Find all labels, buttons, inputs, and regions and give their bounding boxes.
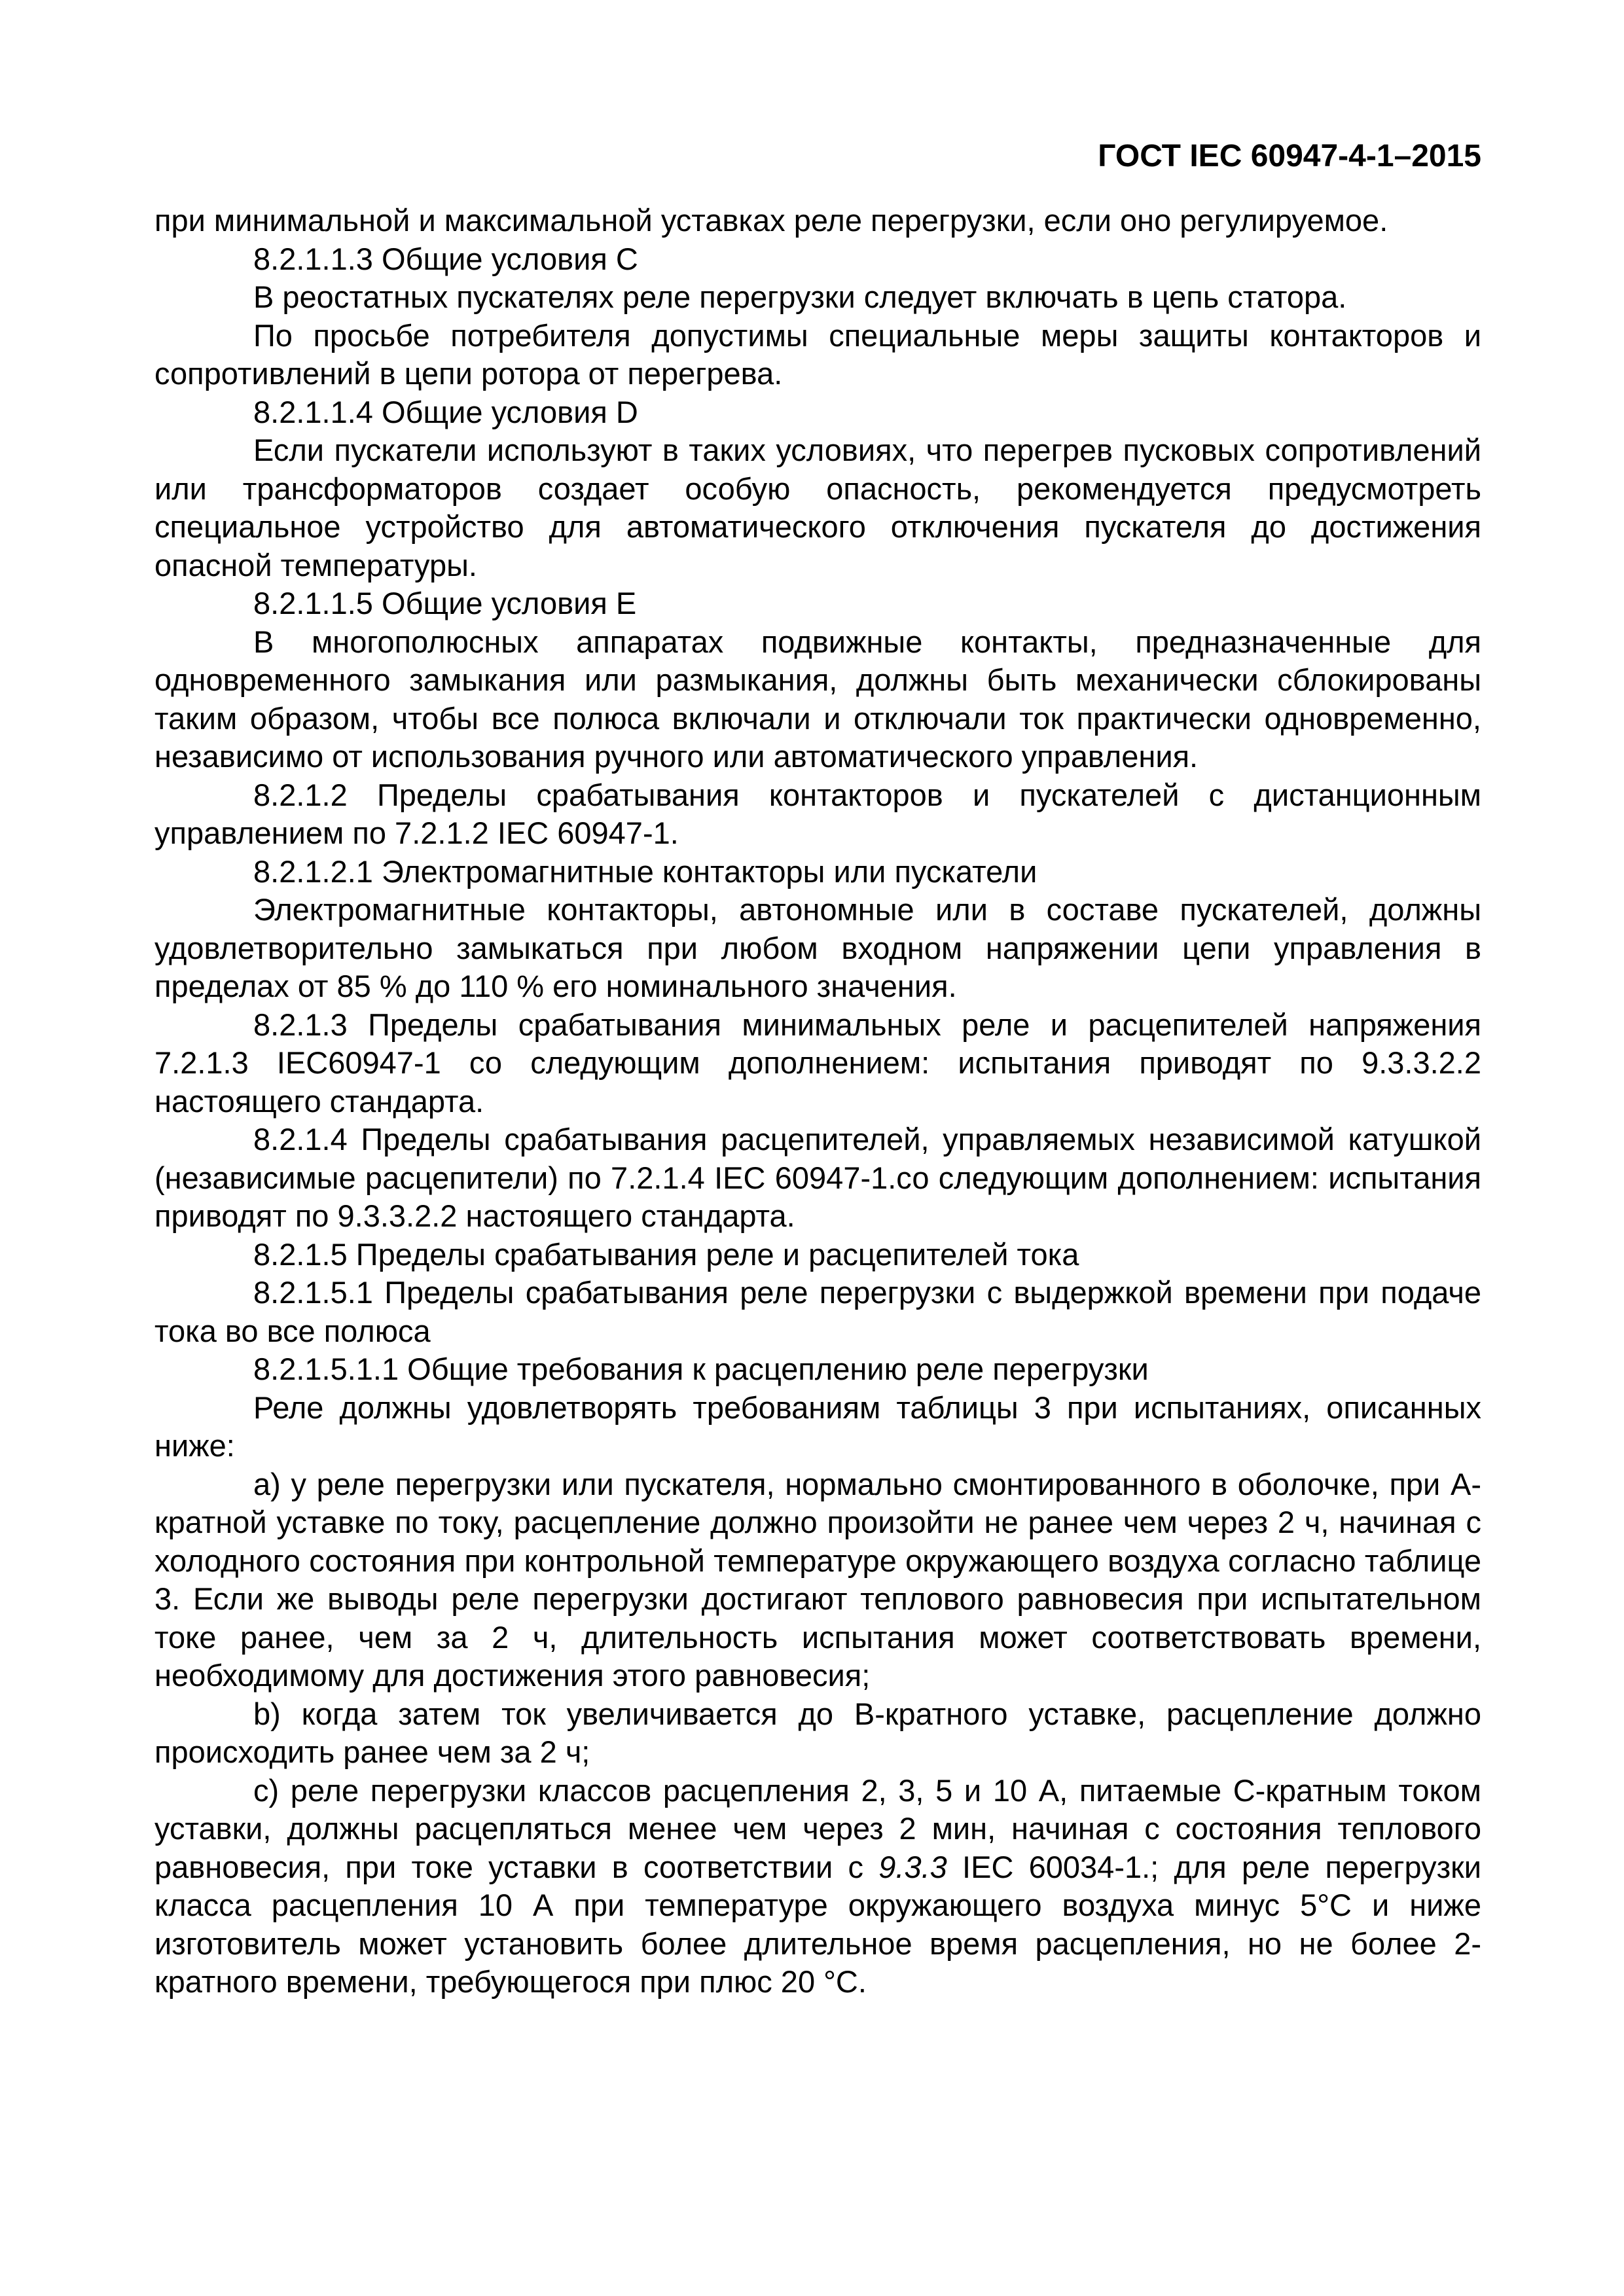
list-item-c-text-end: IEC 60034-1.; для реле перегрузки класса расцепления 10 А при температуре окружающего воздуха минус 5°С и ниже изготовитель может установить более длительное время расцепления, но не более 2-кратного времени, требующегося при плюс 20 °С. [154, 1849, 1481, 1999]
list-item-c-clause-reference: 9.3.3 [878, 1849, 947, 1884]
list-item-a: а) у реле перегрузки или пускателя, нормально смонтированного в оболочке, при А-кратной уставке по току, расцепление должно произойти не ранее чем через 2 ч, начиная с холодного состояния при контрольной температуре окружающего воздуха согласно таблице 3. Если же выводы реле перегрузки достигают теплового равновесия при испытательном токе ранее, чем за 2 ч, длительность испытания может соответствовать времени, необходимому для достижения этого равновесия; [154, 1466, 1481, 1693]
clause-heading-8-2-1-5: 8.2.1.5 Пределы срабатывания реле и расцепителей тока [253, 1236, 1079, 1272]
clause-heading-8-2-1-5-1-1: 8.2.1.5.1.1 Общие требования к расцеплению реле перегрузки [253, 1352, 1149, 1386]
clause-heading-8-2-1-4: 8.2.1.4 Пределы срабатывания расцепителей, управляемых независимой катушкой (независимые расцепители) по 7.2.1.4 IEC 60947-1.со следующим дополнением: испытания приводят по 9.3.3.2.2 настоящего стандарта. [154, 1122, 1481, 1233]
document-body [154, 202, 1481, 2001]
clause-heading-8-2-1-1-3: 8.2.1.1.3 Общие условия С [253, 241, 638, 276]
paragraph: В реостатных пускателях реле перегрузки следует включать в цепь статора. [253, 279, 1347, 314]
paragraph: В многополюсных аппаратах подвижные контакты, предназначенные для одновременного замыкания или размыкания, должны быть механически сблокированы таким образом, чтобы все полюса включали и отключали ток практически одновременно, независимо от использования ручного или автоматического управления. [154, 624, 1481, 774]
clause-heading-8-2-1-1-4: 8.2.1.1.4 Общие условия D [253, 394, 638, 429]
paragraph: Электромагнитные контакторы, автономные или в составе пускателей, должны удовлетворительно замыкаться при любом входном напряжении цепи управления в пределах от 85 % до 110 % его номинального значения. [154, 892, 1481, 1003]
paragraph-continuation: при минимальной и максимальной уставках реле перегрузки, если оно регулируемое. [154, 203, 1388, 238]
paragraph: Если пускатели используют в таких условиях, что перегрев пусковых сопротивлений или трансформаторов создает особую опасность, рекомендуется предусмотреть специальное устройство для автоматического отключения пускателя до достижения опасной температуры. [154, 433, 1481, 583]
clause-heading-8-2-1-3: 8.2.1.3 Пределы срабатывания минимальных реле и расцепителей напряжения 7.2.1.3 IEC60947-1 со следующим дополнением: испытания приводят по 9.3.3.2.2 настоящего стандарта. [154, 1007, 1481, 1119]
clause-heading-8-2-1-2: 8.2.1.2 Пределы срабатывания контакторов и пускателей с дистанционным управлением по 7.2.1.2 IEC 60947-1. [154, 777, 1481, 850]
paragraph: Реле должны удовлетворять требованиям таблицы 3 при испытаниях, описанных ниже: [154, 1390, 1481, 1463]
paragraph: По просьбе потребителя допустимы специальные меры защиты контакторов и сопротивлений в цепи ротора от перегрева. [154, 317, 1481, 391]
list-item-c-text-start: с) реле перегрузки классов расцепления 2, 3, 5 и 10 А, питаемые С-кратным током уставки, должны расцепляться менее чем через 2 мин, начиная с состояния теплового равновесия, при токе уставки в соответствии с [154, 1772, 1481, 1884]
clause-heading-8-2-1-1-5: 8.2.1.1.5 Общие условия Е [253, 586, 637, 620]
page-header-standard-id: ГОСТ IEC 60947-4-1–2015 [1098, 139, 1481, 173]
list-item-b: b) когда затем ток увеличивается до В-кратного уставке, расцепление должно происходить ранее чем за 2 ч; [154, 1696, 1481, 1769]
clause-heading-8-2-1-5-1: 8.2.1.5.1 Пределы срабатывания реле перегрузки с выдержкой времени при подаче тока во все полюса [154, 1275, 1481, 1348]
clause-heading-8-2-1-2-1: 8.2.1.2.1 Электромагнитные контакторы или пускатели [253, 853, 1038, 889]
list-item-c [154, 1772, 1481, 2001]
